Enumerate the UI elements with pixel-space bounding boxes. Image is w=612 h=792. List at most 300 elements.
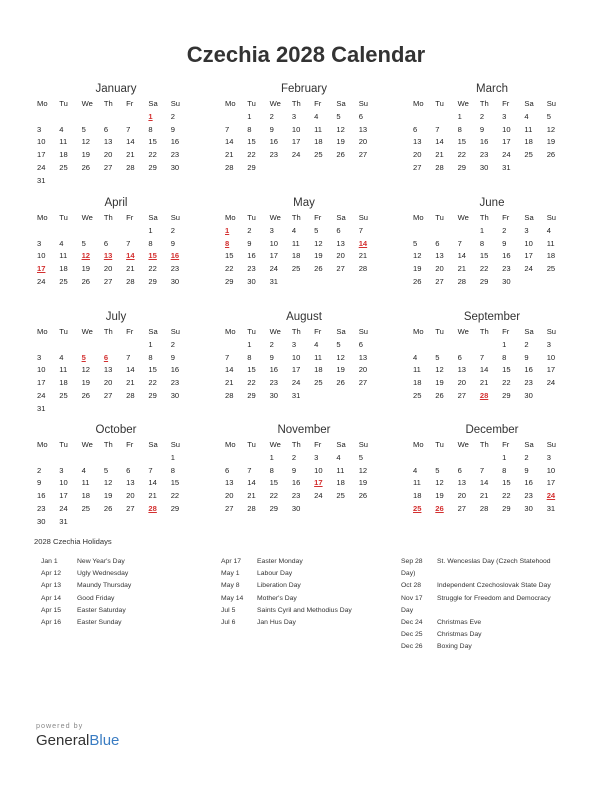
- week-row: [222, 452, 378, 465]
- day-cell: 18: [413, 491, 422, 501]
- day-cell: 7: [479, 465, 485, 475]
- day-cell: 1: [148, 111, 153, 121]
- week-row: [34, 162, 190, 175]
- day-cell: 25: [413, 503, 422, 513]
- weekday-label: We: [81, 327, 93, 336]
- holiday-item: [221, 617, 391, 629]
- weekday-label: Su: [170, 213, 180, 222]
- holiday-item: [221, 556, 391, 568]
- day-cell: 22: [247, 378, 256, 388]
- day-cell: 28: [457, 276, 467, 286]
- day-cell: 7: [126, 124, 131, 134]
- day-cell: 22: [225, 264, 234, 274]
- week-row: [222, 339, 378, 352]
- day-cell: 11: [314, 124, 323, 134]
- day-cell: 17: [59, 491, 68, 501]
- weekday-label: Mo: [413, 440, 424, 449]
- weekday-header: [34, 326, 190, 339]
- week-row: [410, 503, 566, 516]
- holiday-list-column-3: [401, 556, 581, 654]
- weekday-label: Mo: [225, 213, 236, 222]
- day-cell: 23: [269, 378, 279, 388]
- weekday-label: Sa: [524, 99, 534, 108]
- day-cell: 25: [59, 162, 68, 172]
- holiday-name: Jan Hus Day: [257, 619, 296, 627]
- day-cell: 23: [37, 503, 46, 513]
- day-cell: 21: [148, 491, 157, 501]
- empty-day-cell: [101, 452, 123, 465]
- weekday-label: Sa: [524, 327, 534, 336]
- empty-day-cell: [56, 452, 78, 465]
- day-cell: 15: [247, 137, 256, 147]
- day-cell: 13: [103, 365, 113, 375]
- day-cell: 30: [37, 516, 46, 526]
- day-cell: 25: [413, 390, 422, 400]
- empty-day-cell: [79, 111, 101, 124]
- holiday-name-continued: Day): [401, 570, 416, 578]
- weekday-header: [410, 98, 566, 111]
- empty-day-cell: [101, 339, 123, 352]
- month-february: [222, 80, 378, 175]
- day-cell: 27: [126, 503, 135, 513]
- empty-day-cell: [311, 503, 333, 516]
- weekday-label: Fr: [314, 99, 322, 108]
- day-cell: 21: [358, 251, 368, 261]
- weekday-label: Tu: [435, 99, 444, 108]
- day-cell: 13: [103, 251, 113, 261]
- day-cell: 17: [524, 251, 533, 261]
- day-cell: 17: [546, 365, 556, 375]
- day-cell: 10: [291, 352, 301, 362]
- day-cell: 11: [81, 478, 90, 488]
- day-cell: 7: [126, 238, 131, 248]
- day-cell: 29: [457, 162, 467, 172]
- holiday-date: Jul 6: [221, 619, 236, 627]
- month-may: [222, 194, 378, 289]
- day-cell: 18: [291, 251, 301, 261]
- weekday-label: Tu: [247, 99, 256, 108]
- holiday-item: [401, 617, 581, 629]
- day-cell: 28: [479, 390, 489, 400]
- day-cell: 28: [225, 390, 234, 400]
- day-cell: 13: [435, 251, 444, 261]
- holiday-item: [41, 617, 211, 629]
- day-cell: 8: [269, 465, 274, 475]
- holiday-name: Good Friday: [77, 594, 115, 602]
- day-cell: 6: [413, 124, 418, 134]
- day-cell: 9: [524, 352, 529, 362]
- empty-day-cell: [432, 225, 454, 238]
- empty-day-cell: [544, 162, 566, 175]
- day-cell: 18: [59, 150, 68, 160]
- month-name: January: [95, 83, 137, 95]
- day-cell: 21: [247, 491, 256, 501]
- week-row: [410, 238, 566, 251]
- weekday-label: Fr: [126, 213, 134, 222]
- holiday-name: Christmas Day: [437, 631, 482, 639]
- day-cell: 12: [435, 478, 444, 488]
- empty-day-cell: [56, 339, 78, 352]
- day-cell: 23: [269, 150, 279, 160]
- day-cell: 24: [37, 162, 46, 172]
- empty-day-cell: [145, 516, 167, 529]
- day-cell: 9: [247, 238, 252, 248]
- weekday-label: Tu: [59, 440, 68, 449]
- day-cell: 4: [546, 225, 551, 235]
- weekday-label: Fr: [502, 213, 510, 222]
- day-cell: 30: [502, 276, 511, 286]
- day-cell: 4: [314, 339, 319, 349]
- weekday-label: We: [457, 99, 469, 108]
- day-cell: 10: [314, 465, 323, 475]
- month-name: March: [476, 83, 508, 95]
- day-cell: 30: [524, 503, 533, 513]
- empty-day-cell: [123, 339, 145, 352]
- day-cell: 30: [170, 390, 180, 400]
- weekday-label: Tu: [435, 327, 444, 336]
- weekday-label: Sa: [524, 440, 534, 449]
- day-cell: 10: [37, 365, 46, 375]
- weekday-label: Fr: [126, 99, 134, 108]
- week-row: [222, 111, 378, 124]
- day-cell: 6: [126, 465, 131, 475]
- day-cell: 12: [103, 478, 113, 488]
- week-row: [34, 339, 190, 352]
- day-cell: 1: [247, 339, 252, 349]
- day-cell: 12: [81, 365, 91, 375]
- day-cell: 16: [247, 251, 256, 261]
- day-cell: 30: [479, 162, 489, 172]
- holiday-name: New Year's Day: [77, 558, 125, 565]
- weekday-label: Tu: [59, 327, 68, 336]
- day-cell: 3: [37, 352, 42, 362]
- empty-day-cell: [477, 339, 499, 352]
- holiday-name: Independent Czechoslovak State Day: [437, 582, 551, 590]
- day-cell: 21: [126, 150, 135, 160]
- day-cell: 8: [502, 352, 507, 362]
- empty-day-cell: [168, 403, 190, 416]
- weekday-label: Th: [291, 327, 301, 336]
- day-cell: 15: [148, 251, 157, 261]
- empty-day-cell: [34, 111, 56, 124]
- holiday-item: [41, 568, 211, 580]
- week-row: [410, 364, 566, 377]
- day-cell: 14: [126, 251, 135, 261]
- day-cell: 18: [314, 137, 323, 147]
- empty-day-cell: [79, 516, 101, 529]
- day-cell: 26: [314, 264, 323, 274]
- day-cell: 14: [126, 365, 135, 375]
- day-cell: 27: [413, 162, 422, 172]
- day-cell: 15: [247, 365, 256, 375]
- day-cell: 12: [81, 137, 91, 147]
- day-cell: 16: [37, 491, 46, 501]
- day-cell: 24: [291, 150, 301, 160]
- weekday-label: Tu: [247, 440, 256, 449]
- weekday-label: Su: [170, 440, 180, 449]
- holiday-date: Apr 13: [41, 582, 62, 590]
- day-cell: 12: [336, 352, 345, 362]
- holiday-date: Apr 12: [41, 570, 62, 578]
- day-cell: 3: [524, 225, 529, 235]
- day-cell: 21: [126, 264, 135, 274]
- week-row: [410, 136, 566, 149]
- weekday-label: We: [457, 213, 469, 222]
- day-cell: 20: [103, 150, 113, 160]
- day-cell: 22: [479, 264, 489, 274]
- empty-day-cell: [455, 452, 477, 465]
- day-cell: 8: [148, 352, 153, 362]
- day-cell: 11: [59, 365, 68, 375]
- week-row: [34, 377, 190, 390]
- week-row: [410, 149, 566, 162]
- day-cell: 1: [457, 111, 462, 121]
- day-cell: 9: [502, 238, 507, 248]
- holiday-item: [401, 556, 581, 568]
- empty-day-cell: [432, 339, 454, 352]
- weekday-label: Sa: [148, 213, 158, 222]
- week-row: [222, 263, 378, 276]
- day-cell: 7: [435, 124, 440, 134]
- day-cell: 21: [479, 491, 489, 501]
- weekday-label: Sa: [336, 440, 346, 449]
- day-cell: 27: [103, 162, 113, 172]
- weekday-header: [222, 212, 378, 225]
- weekday-label: Th: [103, 327, 113, 336]
- holiday-date: Apr 16: [41, 619, 62, 627]
- week-row: [34, 465, 190, 478]
- empty-day-cell: [168, 516, 190, 529]
- day-cell: 18: [314, 365, 323, 375]
- week-row: [410, 276, 566, 289]
- day-cell: 20: [358, 365, 368, 375]
- empty-day-cell: [101, 175, 123, 188]
- holiday-date: Dec 26: [401, 643, 423, 651]
- empty-day-cell: [311, 390, 333, 403]
- holiday-name: Easter Sunday: [77, 619, 122, 627]
- empty-day-cell: [101, 225, 123, 238]
- day-cell: 24: [269, 264, 279, 274]
- day-cell: 13: [126, 478, 135, 488]
- day-cell: 7: [225, 352, 230, 362]
- holiday-name: Boxing Day: [437, 643, 472, 651]
- day-cell: 21: [126, 378, 135, 388]
- week-row: [410, 390, 566, 403]
- weekday-label: Mo: [413, 327, 424, 336]
- day-cell: 3: [502, 111, 507, 121]
- day-cell: 27: [358, 378, 368, 388]
- day-cell: 24: [37, 390, 46, 400]
- day-cell: 19: [81, 150, 91, 160]
- day-cell: 14: [225, 137, 234, 147]
- day-cell: 27: [103, 390, 113, 400]
- day-cell: 2: [37, 465, 42, 475]
- weekday-label: We: [269, 213, 281, 222]
- day-cell: 14: [479, 478, 489, 488]
- weekday-header: [34, 98, 190, 111]
- day-cell: 4: [59, 124, 64, 134]
- week-row: [34, 490, 190, 503]
- week-row: [222, 149, 378, 162]
- weekday-label: Su: [358, 99, 368, 108]
- empty-day-cell: [123, 175, 145, 188]
- weekday-label: Su: [546, 440, 556, 449]
- day-cell: 2: [524, 339, 529, 349]
- day-cell: 30: [170, 162, 180, 172]
- month-name: June: [479, 197, 505, 209]
- month-july: [34, 308, 190, 416]
- weekday-label: Tu: [435, 440, 444, 449]
- day-cell: 4: [59, 352, 64, 362]
- empty-day-cell: [56, 111, 78, 124]
- weekday-label: Tu: [247, 213, 256, 222]
- month-name: May: [293, 197, 315, 209]
- holiday-item: [401, 641, 581, 653]
- day-cell: 10: [502, 124, 511, 134]
- day-cell: 10: [37, 137, 46, 147]
- day-cell: 2: [247, 225, 252, 235]
- day-cell: 25: [524, 150, 533, 160]
- day-cell: 13: [457, 365, 467, 375]
- day-cell: 30: [524, 390, 533, 400]
- weekday-header: [410, 439, 566, 452]
- day-cell: 5: [336, 111, 341, 121]
- empty-day-cell: [34, 452, 56, 465]
- holiday-name: Mother's Day: [257, 594, 297, 602]
- day-cell: 11: [59, 251, 68, 261]
- day-cell: 8: [502, 465, 507, 475]
- day-cell: 2: [291, 452, 297, 462]
- holiday-date: May 14: [221, 594, 244, 602]
- month-november: [222, 421, 378, 516]
- week-row: [34, 452, 190, 465]
- month-august: [222, 308, 378, 403]
- day-cell: 25: [81, 503, 91, 513]
- day-cell: 19: [81, 264, 91, 274]
- day-cell: 18: [413, 378, 422, 388]
- day-cell: 21: [225, 150, 234, 160]
- day-cell: 15: [457, 137, 467, 147]
- empty-day-cell: [79, 403, 101, 416]
- day-cell: 29: [247, 162, 256, 172]
- weekday-label: Fr: [314, 440, 322, 449]
- day-cell: 2: [524, 452, 529, 462]
- empty-day-cell: [222, 339, 244, 352]
- day-cell: 5: [81, 352, 86, 362]
- weekday-label: Mo: [225, 99, 236, 108]
- weekday-label: Mo: [225, 440, 236, 449]
- day-cell: 3: [291, 111, 297, 121]
- day-cell: 18: [81, 491, 91, 501]
- week-row: [34, 276, 190, 289]
- month-name: September: [463, 311, 521, 323]
- day-cell: 26: [103, 503, 113, 513]
- day-cell: 15: [148, 365, 157, 375]
- week-row: [410, 250, 566, 263]
- day-cell: 13: [103, 137, 113, 147]
- day-cell: 6: [225, 465, 230, 475]
- day-cell: 9: [269, 124, 274, 134]
- month-april: [34, 194, 190, 289]
- day-cell: 18: [59, 264, 68, 274]
- day-cell: 28: [126, 276, 135, 286]
- day-cell: 13: [413, 137, 422, 147]
- day-cell: 20: [225, 491, 234, 501]
- day-cell: 28: [358, 264, 368, 274]
- day-cell: 16: [269, 365, 279, 375]
- day-cell: 19: [336, 137, 345, 147]
- day-cell: 9: [170, 352, 175, 362]
- weekday-label: Su: [546, 99, 556, 108]
- holiday-date: Nov 17: [401, 594, 423, 602]
- weekday-header: [222, 439, 378, 452]
- weekday-header: [410, 326, 566, 339]
- holiday-item: [41, 605, 211, 617]
- day-cell: 23: [524, 491, 533, 501]
- day-cell: 29: [170, 503, 180, 513]
- empty-day-cell: [79, 225, 101, 238]
- weekday-label: Su: [358, 213, 368, 222]
- week-row: [410, 465, 566, 478]
- day-cell: 11: [59, 137, 68, 147]
- day-cell: 5: [358, 452, 363, 462]
- weekday-label: Tu: [59, 99, 68, 108]
- empty-day-cell: [410, 452, 432, 465]
- weekday-label: We: [81, 440, 93, 449]
- holiday-name-continued: Day: [401, 606, 414, 614]
- weekday-label: Th: [479, 99, 489, 108]
- day-cell: 14: [435, 137, 444, 147]
- week-row: [222, 503, 378, 516]
- weekday-header: [34, 439, 190, 452]
- month-october: [34, 421, 190, 529]
- day-cell: 28: [247, 503, 256, 513]
- week-row: [410, 490, 566, 503]
- weekday-label: Mo: [413, 213, 424, 222]
- empty-day-cell: [101, 516, 123, 529]
- week-row: [222, 377, 378, 390]
- week-row: [222, 465, 378, 478]
- day-cell: 10: [59, 478, 68, 488]
- brand-name: [36, 732, 119, 749]
- day-cell: 26: [435, 390, 444, 400]
- day-cell: 29: [269, 503, 279, 513]
- day-cell: 19: [435, 378, 444, 388]
- day-cell: 13: [457, 478, 467, 488]
- day-cell: 27: [225, 503, 234, 513]
- day-cell: 20: [435, 264, 444, 274]
- day-cell: 23: [524, 378, 533, 388]
- brand-logo: [36, 721, 119, 749]
- day-cell: 10: [546, 352, 556, 362]
- empty-day-cell: [56, 225, 78, 238]
- day-cell: 10: [269, 238, 279, 248]
- weekday-label: Th: [103, 213, 113, 222]
- empty-day-cell: [56, 403, 78, 416]
- day-cell: 28: [126, 390, 135, 400]
- month-name: December: [465, 424, 519, 436]
- empty-day-cell: [356, 276, 378, 289]
- day-cell: 14: [479, 365, 489, 375]
- empty-day-cell: [333, 503, 355, 516]
- day-cell: 24: [546, 378, 556, 388]
- holiday-date: May 8: [221, 582, 240, 590]
- day-cell: 1: [269, 452, 274, 462]
- week-row: [34, 136, 190, 149]
- holiday-name: Easter Monday: [257, 558, 303, 565]
- week-row: [222, 162, 378, 175]
- day-cell: 1: [148, 339, 153, 349]
